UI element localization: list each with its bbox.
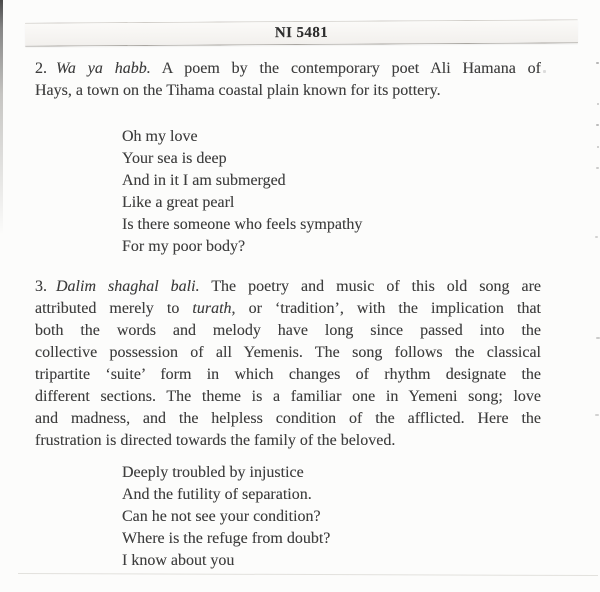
scan-speck xyxy=(597,146,599,148)
entry-2-number: 2. xyxy=(35,60,47,77)
entry-3-text: attributed merely to xyxy=(35,300,193,317)
poem-line: Your sea is deep xyxy=(122,150,227,167)
paragraph-line: collective possession of all Yemenis. The song follows the classical xyxy=(35,344,541,361)
scan-edge-shadow xyxy=(0,0,3,260)
scan-speck xyxy=(596,62,599,64)
entry-2-text: A poem by the contemporary poet Ali Hamana of xyxy=(161,60,541,77)
scan-speck xyxy=(597,103,599,105)
paragraph-line xyxy=(35,298,541,320)
poem-line: Is there someone who feels sympathy xyxy=(122,216,363,233)
paragraph-line: frustration is directed towards the family of the beloved. xyxy=(35,432,396,449)
poem-line: Deeply troubled by injustice xyxy=(122,464,304,481)
entry-3-poem xyxy=(122,462,330,572)
entry-3-title: Dalim shaghal bali. xyxy=(56,278,200,295)
entry-3-text: The poetry and music of this old song are xyxy=(211,278,541,295)
catalog-header-band xyxy=(25,19,578,46)
poem-line: Where is the refuge from doubt? xyxy=(122,530,331,547)
entry-2-title: Wa ya habb. xyxy=(56,60,151,77)
poem-line: And in it I am submerged xyxy=(122,172,286,189)
scan-speck xyxy=(596,167,599,169)
scan-speck xyxy=(595,236,598,238)
scan-speck xyxy=(596,124,599,126)
paragraph-line: both the words and melody have long since passed into the xyxy=(35,322,541,339)
paragraph-line xyxy=(35,276,541,298)
paragraph-line: Hays, a town on the Tihama coastal plain known for its pottery. xyxy=(35,82,441,99)
italic-term-turath: turath xyxy=(192,300,232,317)
poem-line: And the futility of separation. xyxy=(122,486,312,503)
page-bottom-edge xyxy=(18,573,598,576)
paragraph-line: and madness, and the helpless condition of the afflicted. Here the xyxy=(35,410,541,427)
poem-line: Can he not see your condition? xyxy=(122,508,321,525)
paragraph-line xyxy=(35,58,541,80)
paragraph-line: different sections. The theme is a familiar one in Yemeni song; love xyxy=(35,388,541,405)
poem-line: Like a great pearl xyxy=(122,194,235,211)
paragraph-line: tripartite ‘suite’ form in which changes of rhythm designate the xyxy=(35,366,541,383)
entry-3-text: , or ‘tradition’, with the implication that xyxy=(231,300,541,317)
scan-speck xyxy=(595,414,599,416)
catalog-number: NI 5481 xyxy=(274,24,329,41)
scan-speck xyxy=(543,70,546,73)
poem-line: Oh my love xyxy=(122,128,198,145)
poem-line: For my poor body? xyxy=(122,238,246,255)
entry-3-paragraph xyxy=(35,276,541,452)
entry-3-number: 3. xyxy=(35,278,47,295)
entry-2-poem xyxy=(122,126,362,258)
scan-speck xyxy=(596,337,600,339)
poem-line: I know about you xyxy=(122,552,235,569)
entry-2-paragraph xyxy=(35,58,541,102)
